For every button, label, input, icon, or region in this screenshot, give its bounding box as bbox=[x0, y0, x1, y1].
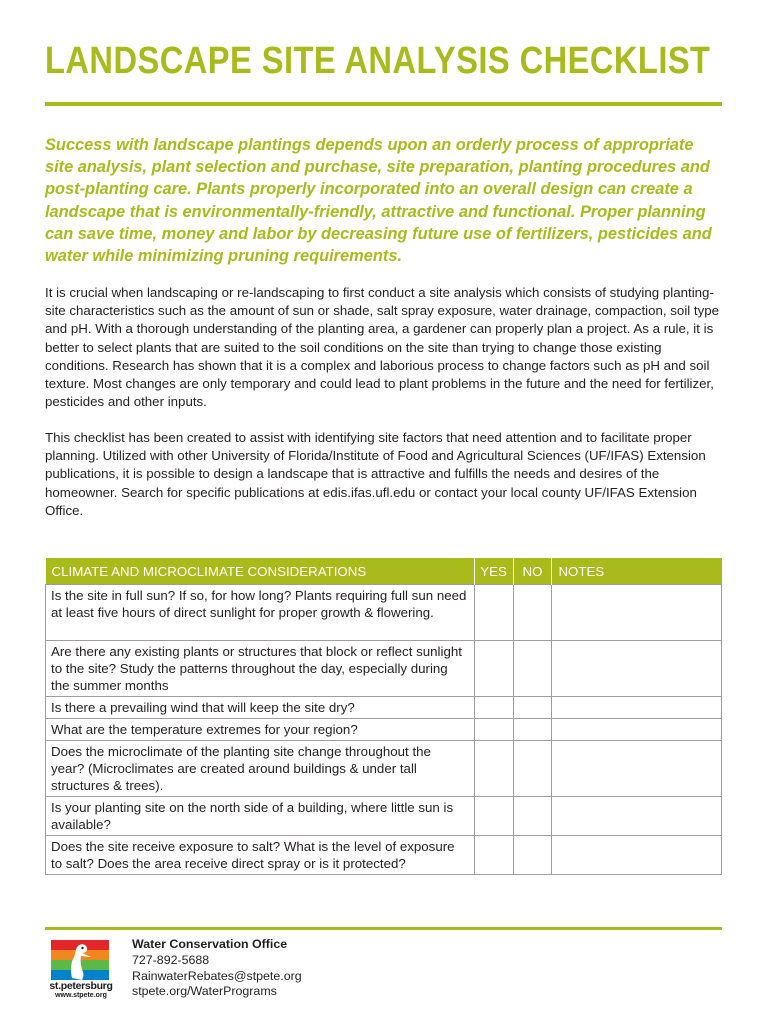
yes-cell[interactable] bbox=[474, 836, 513, 875]
no-cell[interactable] bbox=[513, 641, 552, 697]
yes-column-header: YES bbox=[474, 558, 513, 585]
question-cell: Does the microclimate of the planting site change throughout the year? (Microclimates are created around buildings & under tall structures & trees). bbox=[46, 741, 475, 797]
no-cell[interactable] bbox=[513, 719, 552, 741]
pelican-icon bbox=[63, 942, 93, 980]
no-cell[interactable] bbox=[513, 836, 552, 875]
table-row bbox=[46, 697, 722, 719]
table-row bbox=[46, 836, 722, 875]
no-cell[interactable] bbox=[513, 797, 552, 836]
no-cell[interactable] bbox=[513, 585, 552, 641]
phone-number: 727-892-5688 bbox=[132, 952, 210, 967]
email-link[interactable]: RainwaterRebates@stpete.org bbox=[132, 968, 302, 983]
question-cell: Is there a prevailing wind that will keep the site dry? bbox=[46, 697, 475, 719]
question-cell: Does the site receive exposure to salt? What is the level of exposure to salt? Does the area receive direct spray or is it protected? bbox=[46, 836, 475, 875]
notes-cell[interactable] bbox=[552, 697, 722, 719]
yes-cell[interactable] bbox=[474, 641, 513, 697]
no-cell[interactable] bbox=[513, 697, 552, 719]
logo-wordmark: st.petersburg bbox=[49, 980, 113, 992]
intro-text: Success with landscape plantings depends upon an orderly process of appropriate site analysis, plant selection and purchase, site preparation, planting procedures and post-planting care. Plants properly incorporated into an overall design can create a landscape that is environmentally-friendly, attractive and functional. Proper planning can save time, money and labor by decreasing future use of fertilizers, pesticides and water while minimizing pruning requirements. bbox=[45, 136, 712, 266]
table-row bbox=[46, 719, 722, 741]
section-header: CLIMATE AND MICROCLIMATE CONSIDERATIONS bbox=[46, 558, 475, 585]
table-row bbox=[46, 585, 722, 641]
notes-cell[interactable] bbox=[552, 641, 722, 697]
title-divider bbox=[45, 102, 722, 106]
notes-column-header: NOTES bbox=[552, 558, 722, 585]
yes-cell[interactable] bbox=[474, 585, 513, 641]
table-row bbox=[46, 797, 722, 836]
office-name: Water Conservation Office bbox=[132, 937, 288, 951]
notes-cell[interactable] bbox=[552, 836, 722, 875]
yes-cell[interactable] bbox=[474, 719, 513, 741]
table-row bbox=[46, 741, 722, 797]
logo-url: www.stpete.org bbox=[55, 992, 107, 999]
question-cell: Is the site in full sun? If so, for how long? Plants requiring full sun need at least five hours of direct sunlight for proper growth & flowering. bbox=[46, 585, 475, 641]
st-petersburg-logo bbox=[45, 940, 117, 1004]
no-column-header: NO bbox=[513, 558, 552, 585]
notes-cell[interactable] bbox=[552, 719, 722, 741]
contact-info bbox=[132, 937, 302, 1000]
question-cell: What are the temperature extremes for your region? bbox=[46, 719, 475, 741]
notes-cell[interactable] bbox=[552, 797, 722, 836]
notes-cell[interactable] bbox=[552, 585, 722, 641]
notes-cell[interactable] bbox=[552, 741, 722, 797]
body-paragraph-2: This checklist has been created to assist with identifying site factors that need attention and to facilitate proper planning. Utilized with other University of Florida/Institute of Food and Agricultural Sciences (UF/IFAS) Extension publications, it is possible to design a landscape that is attractive and fulfills the needs and desires of the homeowner. Search for specific publications at edis.ifas.ufl.edu or contact your local county UF/IFAS Extension Office. bbox=[45, 430, 706, 518]
yes-cell[interactable] bbox=[474, 797, 513, 836]
body-paragraph-1: It is crucial when landscaping or re-landscaping to first conduct a site analysis which consists of studying planting-site characteristics such as the amount of sun or shade, salt spray exposure, water drainage, compaction, soil type and pH. With a thorough understanding of the planting area, a gardener can properly plan a project. As a rule, it is better to select plants that are suited to the soil conditions on the site than trying to change those existing conditions. Research has shown that it is a complex and laborious process to change factors such as pH and soil texture. Most changes are only temporary and could lead to plant problems in the future and the need for fertilizer, pesticides and other inputs. bbox=[45, 285, 720, 410]
page-title: LANDSCAPE SITE ANALYSIS CHECKLIST bbox=[45, 40, 711, 82]
table-header-row bbox=[46, 558, 722, 585]
question-cell: Is your planting site on the north side of a building, where little sun is available? bbox=[46, 797, 475, 836]
no-cell[interactable] bbox=[513, 741, 552, 797]
website-link[interactable]: stpete.org/WaterPrograms bbox=[132, 984, 277, 999]
checklist-table bbox=[45, 558, 722, 875]
yes-cell[interactable] bbox=[474, 741, 513, 797]
table-row bbox=[46, 641, 722, 697]
question-cell: Are there any existing plants or structures that block or reflect sunlight to the site? Study the patterns throughout the day, especially during the summer months bbox=[46, 641, 475, 697]
yes-cell[interactable] bbox=[474, 697, 513, 719]
footer-divider bbox=[45, 927, 722, 930]
